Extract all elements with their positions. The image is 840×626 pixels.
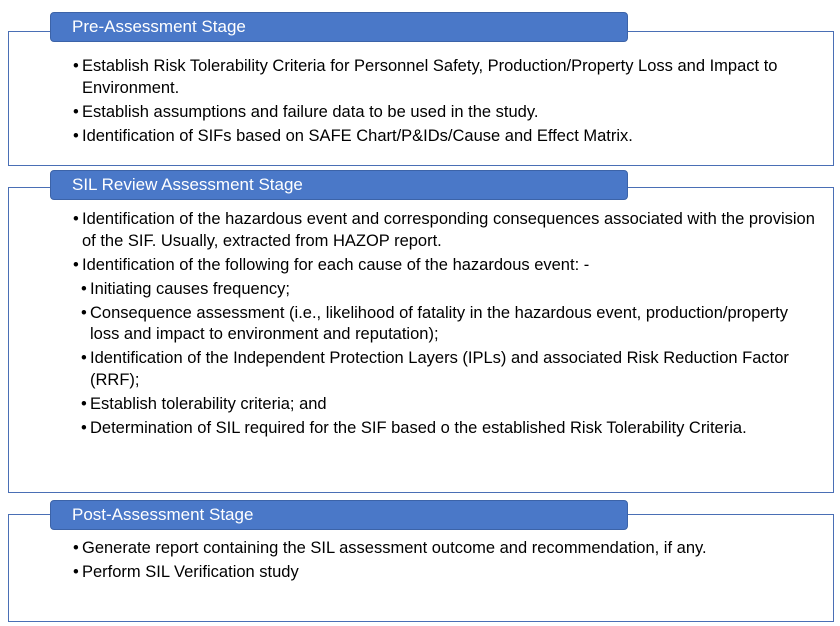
list-item <box>73 255 820 277</box>
list-item <box>81 279 820 301</box>
list-item <box>81 394 820 416</box>
list-item-text: Establish tolerability criteria; and <box>90 394 327 413</box>
pre-assessment-stage-title: Pre-Assessment Stage <box>50 12 628 42</box>
list-item <box>73 102 820 124</box>
pre-assessment-bullet-list <box>73 56 820 150</box>
bullet-marker: • <box>73 210 79 228</box>
list-item-text: Initiating causes frequency; <box>90 279 290 298</box>
bullet-marker: • <box>73 255 79 274</box>
post-assessment-stage-title: Post-Assessment Stage <box>50 500 628 530</box>
list-item <box>81 418 820 440</box>
bullet-marker: • <box>81 279 87 298</box>
list-item-text: Identification of the following for each cause of the hazardous event: - <box>82 255 590 274</box>
bullet-marker: • <box>73 57 79 75</box>
list-item <box>73 209 820 252</box>
list-item <box>73 538 820 560</box>
list-item-text: Determination of SIL required for the SIF based o the established Risk Tolerability Criteria. <box>90 418 747 437</box>
list-item-text: Identification of the Independent Protection Layers (IPLs) and associated Risk Reduction Factor (RRF); <box>90 349 789 389</box>
list-item <box>73 126 820 148</box>
bullet-marker: • <box>81 303 87 322</box>
list-item-text: Perform SIL Verification study <box>82 563 299 581</box>
bullet-marker: • <box>81 418 87 437</box>
bullet-marker: • <box>81 349 87 367</box>
list-item-text: Generate report containing the SIL assessment outcome and recommendation, if any. <box>82 539 707 557</box>
list-item <box>81 348 820 391</box>
bullet-marker: • <box>73 563 79 581</box>
list-item-text: Establish assumptions and failure data to be used in the study. <box>82 102 539 121</box>
list-item-text: Identification of SIFs based on SAFE Chart/P&IDs/Cause and Effect Matrix. <box>82 126 633 145</box>
sil-review-stage-title: SIL Review Assessment Stage <box>50 170 628 200</box>
post-assessment-bullet-list <box>73 538 820 586</box>
bullet-marker: • <box>73 102 79 121</box>
list-item <box>73 56 820 99</box>
bullet-marker: • <box>73 539 79 557</box>
bullet-marker: • <box>73 126 79 145</box>
sil-review-bullet-list <box>73 209 820 442</box>
bullet-marker: • <box>81 394 87 413</box>
list-item-text: Identification of the hazardous event and corresponding consequences associated with the provision of the SIF. Usually, extracted from HAZOP report. <box>82 210 815 250</box>
list-item-text: Establish Risk Tolerability Criteria for Personnel Safety, Production/Property Loss and Impact to Environment. <box>82 57 778 97</box>
list-item <box>81 303 820 346</box>
list-item-text: Consequence assessment (i.e., likelihood of fatality in the hazardous event, production/property loss and impact to environment and reputation); <box>90 303 788 343</box>
list-item <box>73 562 820 584</box>
